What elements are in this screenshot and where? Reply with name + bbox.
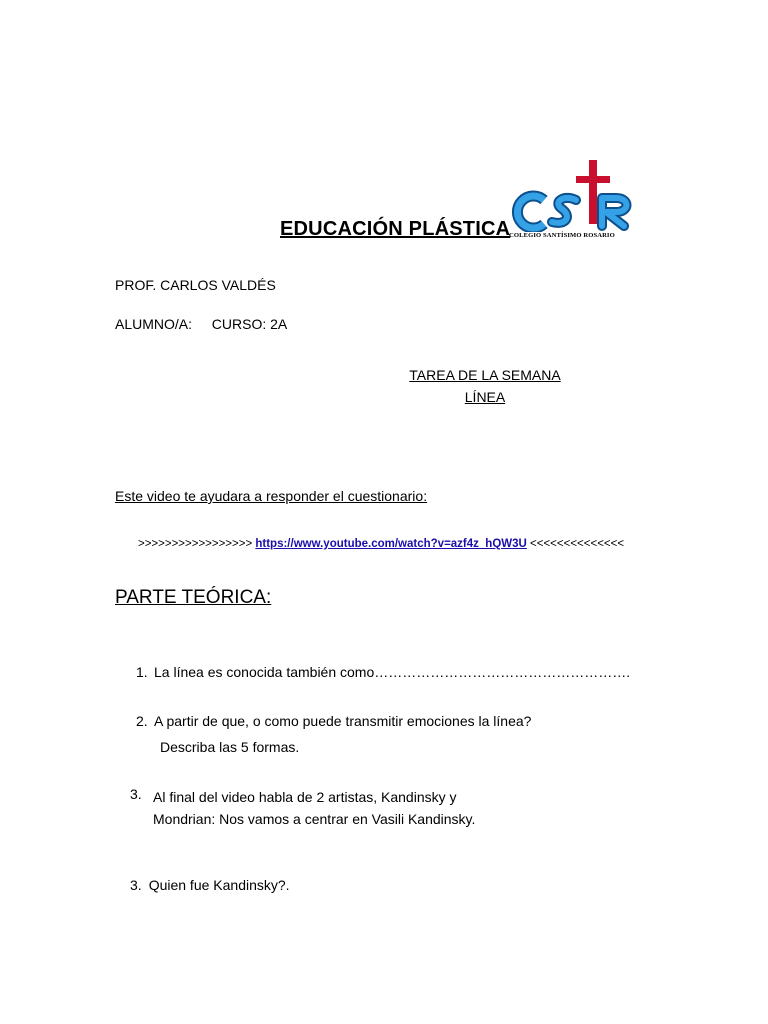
assignment-heading: TAREA DE LA SEMANA <box>409 367 561 383</box>
professor-name: PROF. CARLOS VALDÉS <box>115 277 276 293</box>
question-4: 3. Quien fue Kandinsky?. <box>130 877 290 893</box>
student-course-row <box>115 316 287 332</box>
csr-logo-icon <box>506 160 641 232</box>
question-3: 3. Al final del video habla de 2 artistas, Kandinsky y Mondrian: Nos vamos a centrar en Vasili Kandinsky. <box>130 786 476 827</box>
video-link-row <box>138 538 624 550</box>
video-link[interactable]: https://www.youtube.com/watch?v=azf4z_hQW3U <box>255 538 527 550</box>
question-2-sub: Describa las 5 formas. <box>160 739 300 755</box>
assignment-topic: LÍNEA <box>464 389 506 405</box>
logo-caption: COLEGIO SANTÍSIMO ROSARIO <box>509 232 615 239</box>
video-intro: Este video te ayudara a responder el cuestionario: <box>115 488 428 504</box>
question-2: 2. A partir de que, o como puede transmitir emociones la línea? <box>136 713 532 729</box>
arrows-right: <<<<<<<<<<<<<< <box>530 538 625 550</box>
document-title: EDUCACIÓN PLÁSTICA <box>280 218 511 240</box>
course-label: CURSO: 2A <box>211 316 288 332</box>
section-title: PARTE TEÓRICA: <box>115 587 272 608</box>
question-1: 1. La línea es conocida también como………………………………………………. <box>136 664 631 680</box>
arrows-left: >>>>>>>>>>>>>>>>> <box>138 538 253 550</box>
student-label: ALUMNO/A: <box>115 316 193 332</box>
school-logo <box>506 160 641 244</box>
